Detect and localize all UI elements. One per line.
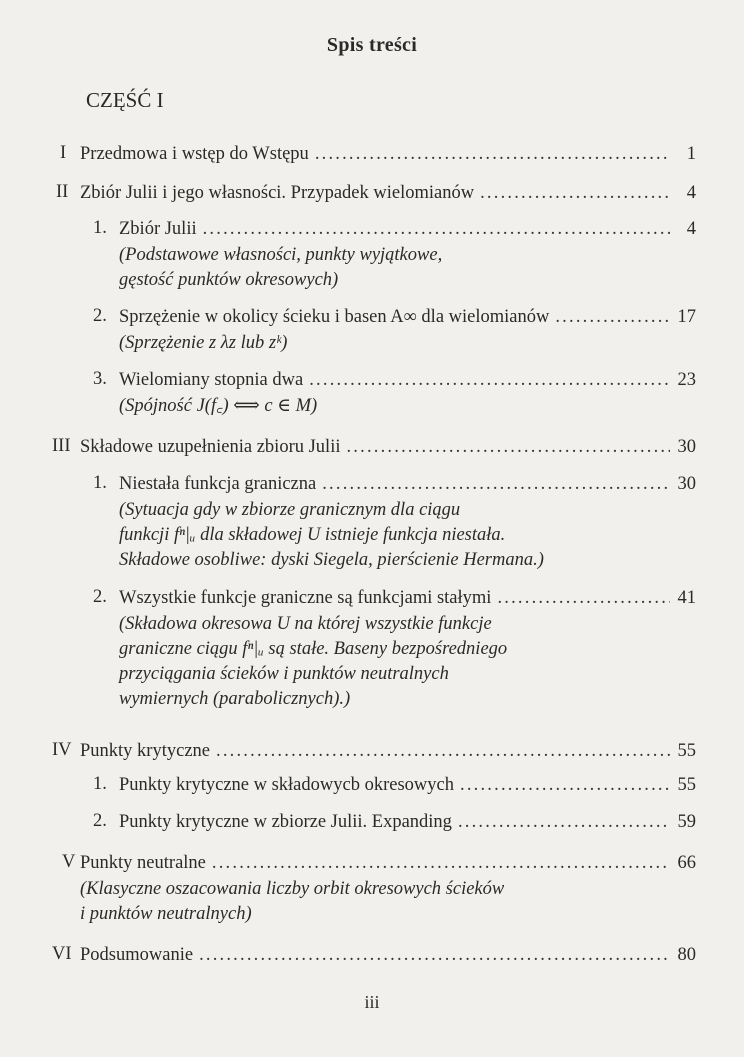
page-number: 17 [677,307,696,327]
section-description: (Podstawowe własności, punkty wyjątkowe, gęstość punktów okresowych) [119,245,443,290]
page-number: 66 [677,853,696,873]
dot-leader [460,773,670,797]
section-number: 2. [93,306,107,326]
page-folio: iii [364,992,380,1012]
chapter-description: (Klasyczne oszacowania liczby orbit okresowych ścieków i punktów neutralnych) [80,879,505,924]
chapter-title: Punkty neutralne [80,853,206,873]
dot-leader [216,739,670,763]
section-number: 1. [93,473,107,493]
page-number: 41 [677,588,696,608]
dot-leader [346,435,670,459]
chapter-number: IV [52,740,72,760]
chapter-number: I [60,143,67,163]
dot-leader [309,368,670,392]
dot-leader [212,851,670,875]
chapter-number: III [52,436,71,456]
page-number: 30 [677,437,696,457]
chapter-number: II [56,182,69,202]
section-description: (Sytuacja gdy w zbiorze granicznym dla ciągu funkcji fⁿ|ᵤ dla składowej U istnieje funkcja niestała. Składowe osobliwe: dyski Siegela, pierścienie Hermana.) [119,500,544,570]
dot-leader [199,943,670,967]
section-number: 2. [93,587,107,607]
toc-entry-section[interactable] [119,810,696,834]
toc-entry-section[interactable] [119,217,696,241]
dot-leader [203,217,670,241]
section-number: 1. [93,218,107,238]
page-number: 4 [686,183,696,203]
toc-entry-section[interactable] [119,586,696,610]
section-number: 2. [93,811,107,831]
dot-leader [315,142,670,166]
chapter-title: Zbiór Julii i jego własności. Przypadek wielomianów [80,183,475,203]
page-number: 1 [686,144,696,164]
section-title: Wielomiany stopnia dwa [119,370,304,390]
page-number: 59 [677,812,696,832]
chapter-number: VI [52,944,72,964]
page-title: Spis treści [326,34,418,56]
chapter-number: V [62,852,76,872]
chapter-title: Punkty krytyczne [80,741,210,761]
dot-leader [497,586,670,610]
section-title: Wszystkie funkcje graniczne są funkcjami stałymi [119,588,492,608]
toc-entry-section[interactable] [119,472,696,496]
section-description: (Sprzężenie z λz lub zᵏ) [119,333,288,353]
page-number: 80 [677,945,696,965]
section-number: 3. [93,369,107,389]
page-number: 55 [677,741,696,761]
dot-leader [322,472,670,496]
dot-leader [480,181,670,205]
section-number: 1. [93,774,107,794]
toc-entry-chapter-4[interactable] [80,739,696,763]
chapter-title: Składowe uzupełnienia zbioru Julii [80,437,341,457]
section-title: Zbiór Julii [119,219,197,239]
toc-entry-chapter-5[interactable] [80,851,696,875]
page-number: 4 [686,219,696,239]
section-title: Punkty krytyczne w składowycb okresowych [119,775,454,795]
part-heading: CZĘŚĆ I [86,88,164,112]
chapter-title: Przedmowa i wstęp do Wstępu [80,144,309,164]
toc-entry-section[interactable] [119,773,696,797]
page-number: 30 [677,474,696,494]
toc-entry-chapter-3[interactable] [80,435,696,459]
section-description: (Spójność J(f꜀) ⟺ c ∈ M) [119,396,318,416]
page-number: 23 [677,370,696,390]
section-title: Punkty krytyczne w zbiorze Julii. Expanding [119,812,452,832]
toc-entry-section[interactable] [119,305,696,329]
dot-leader [458,810,670,834]
toc-entry-chapter-1[interactable] [80,142,696,166]
chapter-title: Podsumowanie [80,945,194,965]
toc-entry-chapter-2[interactable] [80,181,696,205]
dot-leader [555,305,670,329]
page-number: 55 [677,775,696,795]
toc-entry-section[interactable] [119,368,696,392]
section-title: Niestała funkcja graniczna [119,474,317,494]
toc-entry-chapter-6[interactable] [80,943,696,967]
section-description: (Składowa okresowa U na której wszystkie funkcje graniczne ciągu fⁿ|ᵤ są stałe. Baseny bezpośredniego przyciągania ścieków i punktów neutralnych wymiernych (parabolicznych).) [119,614,508,709]
section-title: Sprzężenie w okolicy ścieku i basen A∞ dla wielomianów [119,307,550,327]
